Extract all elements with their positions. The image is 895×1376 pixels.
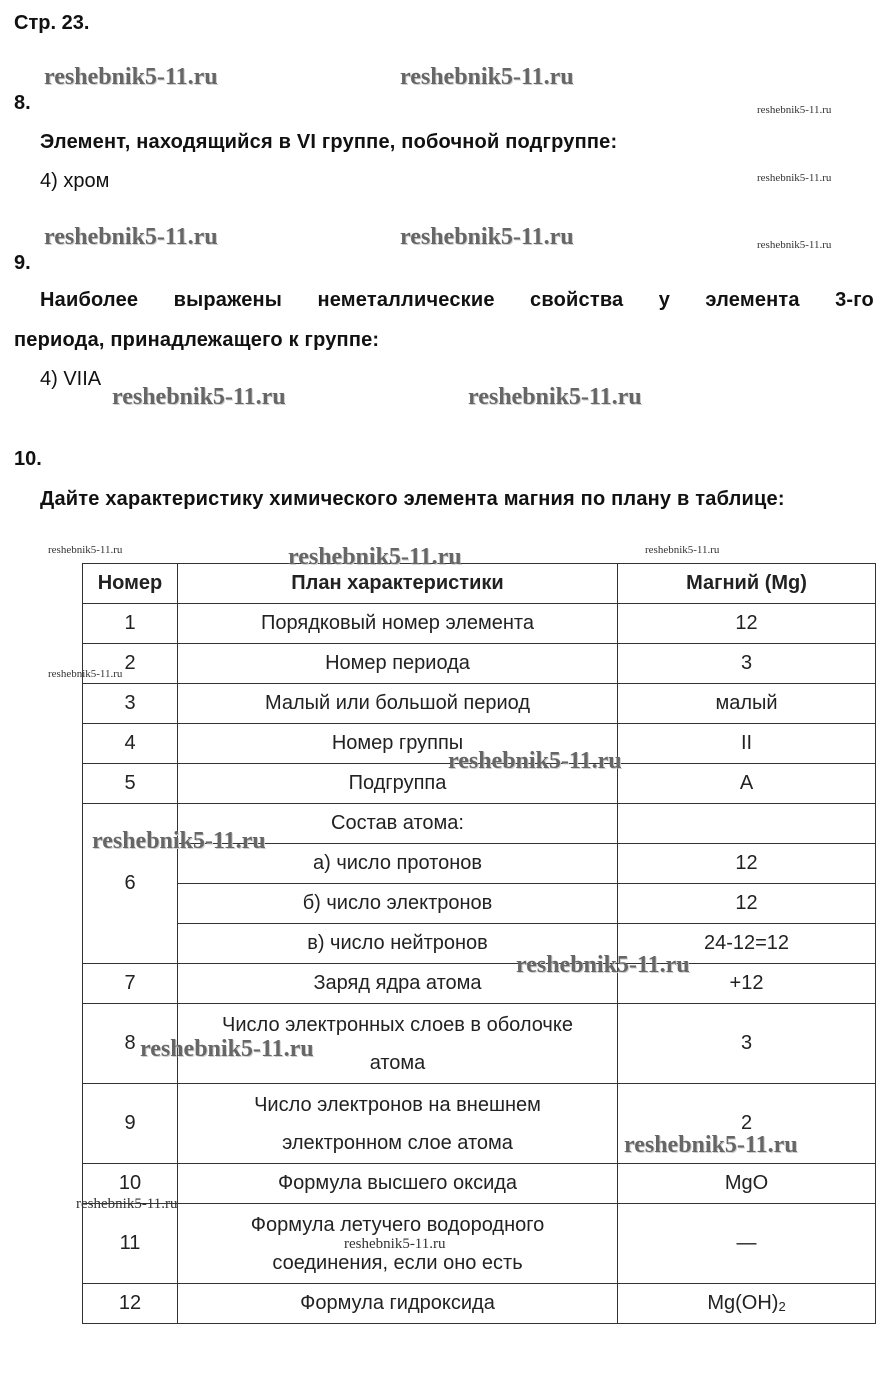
task-8-question: Элемент, находящийся в VI группе, побочной подгруппе: (40, 131, 618, 153)
row-number: 3 (83, 684, 178, 724)
row-value (618, 1284, 876, 1324)
row-plan: Подгруппа (178, 764, 618, 804)
formula-main: Mg(OH) (707, 1292, 779, 1314)
task-9-number: 9. (14, 252, 31, 274)
watermark: reshebnik5-11.ru (757, 104, 832, 116)
watermark: reshebnik5-11.ru (344, 1236, 446, 1252)
row-plan: Формула гидроксида (178, 1284, 618, 1324)
row-plan: Порядковый номер элемента (178, 604, 618, 644)
row-plan-line: соединения, если оно есть (272, 1251, 523, 1274)
task-9-question-line1 (40, 289, 874, 312)
row-plan (178, 1084, 618, 1164)
word: свойства (530, 289, 624, 311)
word: элемента (705, 289, 800, 311)
watermark: reshebnik5-11.ru (448, 748, 622, 774)
row-value: A (618, 764, 876, 804)
watermark: reshebnik5-11.ru (624, 1132, 798, 1158)
row-plan-line: электронном слое атома (282, 1131, 513, 1154)
watermark: reshebnik5-11.ru (757, 239, 832, 251)
row-value: 24-12=12 (618, 924, 876, 964)
header-number: Номер (83, 564, 178, 604)
row-value: 12 (618, 884, 876, 924)
header-plan: План характеристики (178, 564, 618, 604)
row-value: MgO (618, 1164, 876, 1204)
row-value: 3 (618, 1004, 876, 1084)
watermark: reshebnik5-11.ru (516, 952, 690, 978)
row-value (618, 804, 876, 844)
row-plan: Заряд ядра атома (178, 964, 618, 1004)
row-plan-line: атома (369, 1051, 426, 1074)
row-value: малый (618, 684, 876, 724)
watermark: reshebnik5-11.ru (48, 544, 123, 556)
table-subrow (83, 924, 876, 964)
task-8-answer: 4) хром (40, 170, 110, 192)
row-plan: Малый или большой период (178, 684, 618, 724)
row-plan-line: Число электронов на внешнем (254, 1093, 541, 1116)
row-plan: Номер группы (178, 724, 618, 764)
row-number: 6 (83, 804, 178, 964)
row-number: 1 (83, 604, 178, 644)
header-magnesium: Магний (Mg) (618, 564, 876, 604)
table-header-row (83, 564, 876, 604)
task-9-question-line2: периода, принадлежащего к группе: (14, 329, 380, 351)
table-row (83, 644, 876, 684)
word: неметаллические (317, 289, 495, 311)
table-row (83, 964, 876, 1004)
row-plan: б) число электронов (178, 884, 618, 924)
task-10-number: 10. (14, 448, 42, 470)
watermark: reshebnik5-11.ru (400, 64, 574, 90)
watermark: reshebnik5-11.ru (44, 224, 218, 250)
row-number: 10 (83, 1164, 178, 1204)
row-value: II (618, 724, 876, 764)
table-row (83, 684, 876, 724)
table-row (83, 1164, 876, 1204)
task-9-answer: 4) VIIA (40, 368, 102, 390)
row-plan-line: Число электронных слоев в оболочке (222, 1013, 573, 1036)
watermark: reshebnik5-11.ru (48, 668, 123, 680)
watermark: reshebnik5-11.ru (76, 1196, 178, 1212)
row-value: 12 (618, 844, 876, 884)
task-10-question: Дайте характеристику химического элемента магния по плану в таблице: (40, 488, 785, 510)
row-number: 11 (83, 1204, 178, 1284)
characteristics-table (82, 563, 876, 1324)
row-number: 2 (83, 644, 178, 684)
row-plan: Состав атома: (178, 804, 618, 844)
watermark: reshebnik5-11.ru (44, 64, 218, 90)
row-value: 3 (618, 644, 876, 684)
watermark: reshebnik5-11.ru (400, 224, 574, 250)
watermark: reshebnik5-11.ru (288, 544, 462, 570)
watermark: reshebnik5-11.ru (112, 384, 286, 410)
word: Наиболее (40, 289, 139, 311)
word: выражены (173, 289, 283, 311)
table-row (83, 1204, 876, 1284)
watermark: reshebnik5-11.ru (468, 384, 642, 410)
row-number: 9 (83, 1084, 178, 1164)
watermark: reshebnik5-11.ru (140, 1036, 314, 1062)
row-number: 12 (83, 1284, 178, 1324)
row-plan-line: Формула летучего водородного (250, 1213, 545, 1236)
word: у (658, 289, 671, 311)
row-value: — (618, 1204, 876, 1284)
watermark: reshebnik5-11.ru (757, 172, 832, 184)
row-plan: Номер периода (178, 644, 618, 684)
table-row (83, 1284, 876, 1324)
row-plan: Формула высшего оксида (178, 1164, 618, 1204)
watermark: reshebnik5-11.ru (92, 828, 266, 854)
row-number: 5 (83, 764, 178, 804)
page-label: Стр. 23. (14, 12, 90, 34)
row-plan: в) число нейтронов (178, 924, 618, 964)
row-number: 8 (83, 1004, 178, 1084)
row-plan: а) число протонов (178, 844, 618, 884)
row-number: 7 (83, 964, 178, 1004)
task-8-number: 8. (14, 92, 31, 114)
word: 3-го (835, 289, 874, 311)
row-number: 4 (83, 724, 178, 764)
row-value: 2 (618, 1084, 876, 1164)
watermark: reshebnik5-11.ru (645, 544, 720, 556)
row-value: +12 (618, 964, 876, 1004)
row-value: 12 (618, 604, 876, 644)
formula-subscript: 2 (778, 1299, 786, 1314)
table-subrow (83, 884, 876, 924)
table-row (83, 604, 876, 644)
